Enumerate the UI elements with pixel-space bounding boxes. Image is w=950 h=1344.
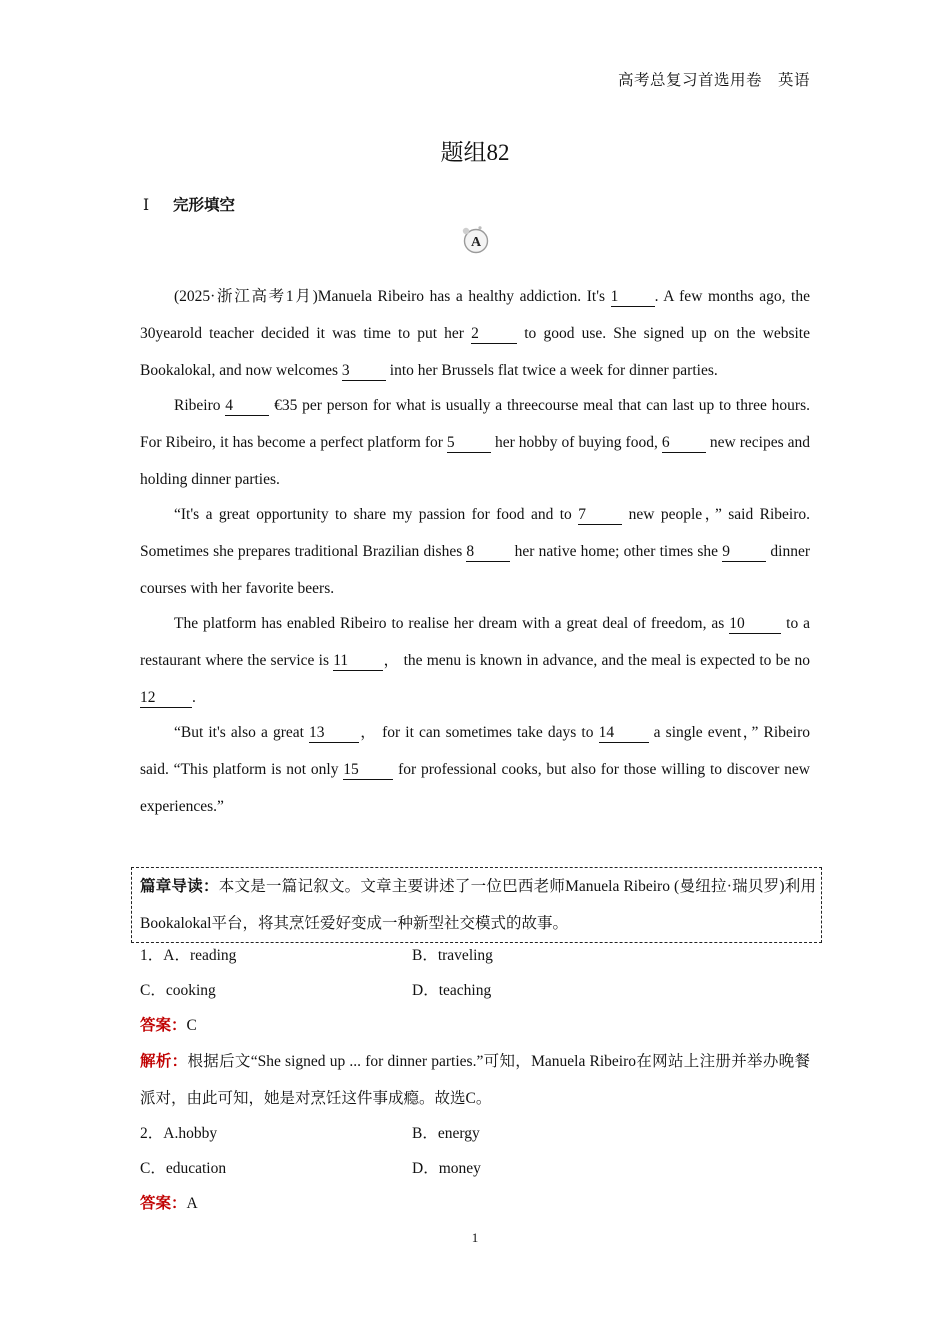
blank-9: 9 [722,543,766,562]
paragraph-2: Ribeiro 4 €35 per person for what is usually a threecourse meal that can last up to three hours. For Ribeiro, it has become a perfect platform for 5 her hobby of buying food, 6 new recipes and holding dinner parties. [140,397,811,488]
blank-2: 2 [471,325,517,344]
page-number: 1 [471,1230,479,1245]
section-heading [143,193,235,215]
guide-label: 篇章导读： [140,878,219,895]
q1-option-b: B．traveling [412,947,493,964]
paragraph-5: “But it's also a great 13 ， for it can sometimes take days to 14 a single event，” Ribeiro said. “This platform is not only 15 for professional cooks, but also for those willing to discover new experiences.” [140,724,811,815]
blank-7: 7 [578,506,622,525]
blank-4: 4 [225,397,269,416]
guide-text: 本文是一篇记叙文。文章主要讲述了一位巴西老师Manuela Ribeiro (曼纽拉·瑞贝罗)利用Bookalokal平台，将其烹饪爱好变成一种新型社交模式的故事。 [140,878,816,932]
blank-3: 3 [342,362,386,381]
circle-badge-icon [462,226,490,254]
blank-10: 10 [729,615,781,634]
q2-answer-label: 答案： [140,1195,187,1212]
q1-explanation-label: 解析： [140,1053,188,1070]
paragraph-4: The platform has enabled Ribeiro to realise her dream with a great deal of freedom, as 10 to a restaurant where the service is 11 ， the menu is known in advance, and the meal is expected to be no 12 . [140,615,811,706]
q1-option-d: D．teaching [412,982,492,999]
header-title: 高考总复习首选用卷 英语 [617,72,810,89]
blank-1: 1 [611,288,655,307]
q1-option-c: C．cooking [140,982,216,999]
section-label: 完形填空 [173,197,236,214]
q2-option-b: B．energy [412,1125,480,1142]
question-2 [140,1116,810,1221]
blank-14: 14 [599,724,649,743]
q2-answer: A [186,1195,198,1212]
q1-answer-label: 答案： [140,1017,187,1034]
blank-15: 15 [343,761,393,780]
question-1 [140,938,810,1117]
blank-12: 12 [140,689,192,708]
blank-11: 11 [333,652,383,671]
passage [140,278,810,823]
q2-option-a: 2．A.hobby [140,1125,218,1142]
section-number: Ⅰ [143,197,150,214]
page-title: 题组82 [440,140,510,165]
blank-5: 5 [447,434,491,453]
q2-option-c: C．education [140,1160,227,1177]
reading-guide-box [131,867,822,943]
blank-8: 8 [466,543,510,562]
paragraph-3: “It's a great opportunity to share my passion for food and to 7 new people，” said Ribeiro. Sometimes she prepares traditional Brazilian dishes 8 her native home; other times she 9 dinner courses with her favorite beers. [140,506,811,597]
q1-option-a: 1．A．reading [140,947,237,964]
blank-6: 6 [662,434,706,453]
badge-label: A [470,235,482,250]
q1-answer: C [186,1017,197,1034]
q1-explanation [140,1043,810,1117]
q1-explanation-text: 根据后文“She signed up ... for dinner parties.”可知，Manuela Ribeiro在网站上注册并举办晚餐派对，由此可知，她是对烹饪这件事成瘾。故选C。 [140,1053,810,1107]
paragraph-1: (2025·浙江高考1月)Manuela Ribeiro has a healthy addiction. It's 1 . A few months ago, the 30yearold teacher decided it was time to put her 2 to good use. She signed up on the website Bookalokal, and now welcomes 3 into her Brussels flat twice a week for dinner parties. [140,288,810,379]
blank-13: 13 [309,724,359,743]
q2-option-d: D．money [412,1160,481,1177]
